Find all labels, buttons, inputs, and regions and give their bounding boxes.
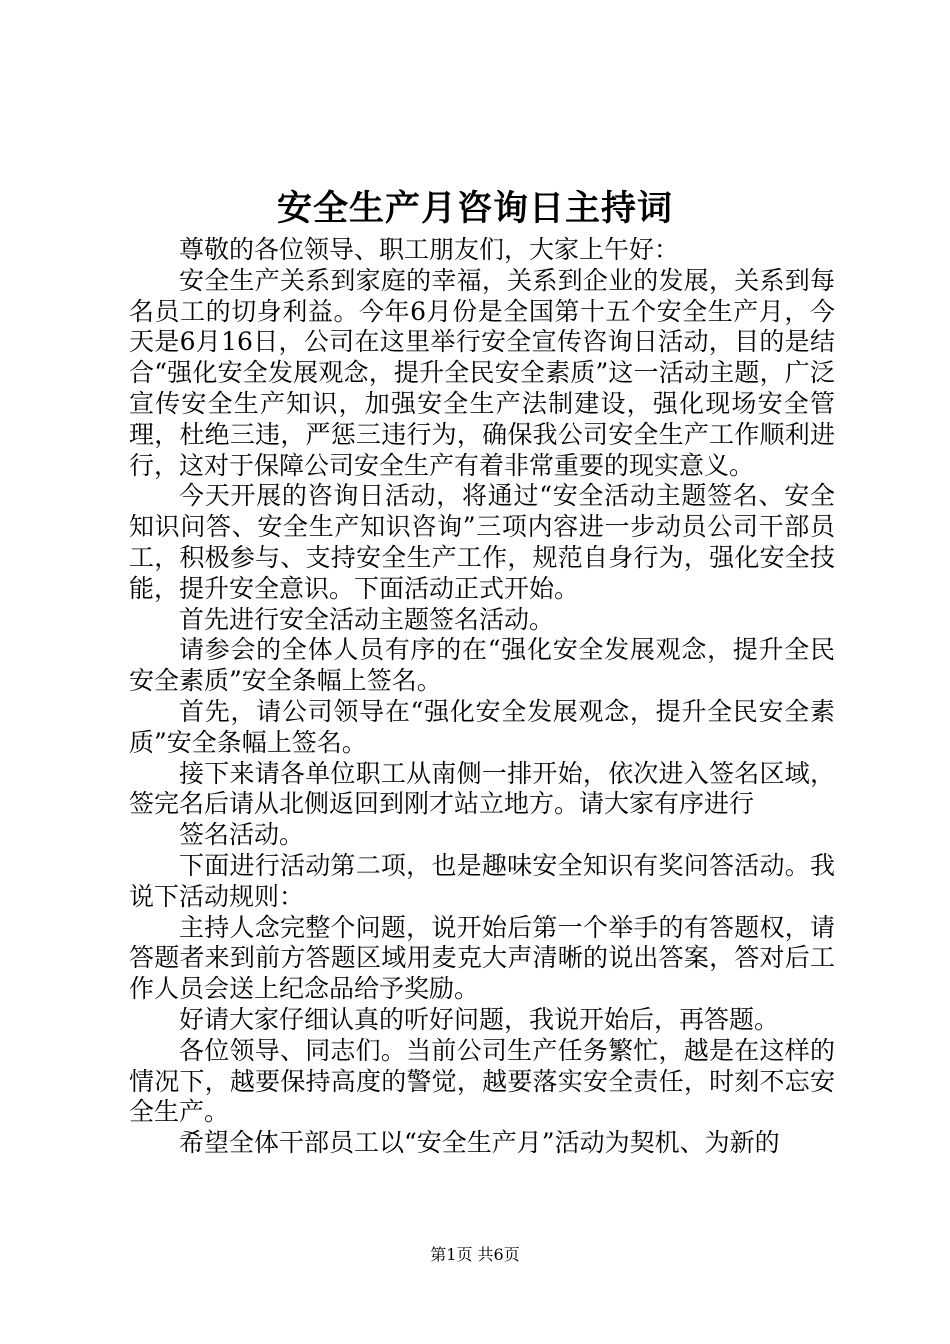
paragraph: 接下来请各单位职工从南侧一排开始，依次进入签名区域，签完名后请从北侧返回到刚才站立地方。请大家有序进行 — [129, 758, 835, 819]
document-body — [129, 235, 835, 1159]
document-title: 安全生产月咨询日主持词 — [276, 188, 673, 229]
paragraph: 请参会的全体人员有序的在“强化安全发展观念，提升全民安全素质”安全条幅上签名。 — [129, 635, 835, 696]
paragraph: 安全生产关系到家庭的幸福，关系到企业的发展，关系到每名员工的切身利益。今年6月份是全国第十五个安全生产月，今天是6月16日，公司在这里举行安全宣传咨询日活动，目的是结合“强化安全发展观念，提升全民安全素质”这一活动主题，广泛宣传安全生产知识，加强安全生产法制建设，强化现场安全管理，杜绝三违，严惩三违行为，确保我公司安全生产工作顺利进行，这对于保障公司安全生产有着非常重要的现实意义。 — [129, 265, 835, 480]
paragraph: 首先进行安全活动主题签名活动。 — [179, 604, 555, 634]
paragraph: 好请大家仔细认真的听好问题，我说开始后，再答题。 — [179, 1004, 780, 1034]
page-number-footer: 第1页 共6页 — [430, 1245, 520, 1264]
paragraph: 主持人念完整个问题，说开始后第一个举手的有答题权，请答题者来到前方答题区域用麦克大声清晰的说出答案，答对后工作人员会送上纪念品给予奖励。 — [129, 912, 835, 1004]
paragraph: 下面进行活动第二项，也是趣味安全知识有奖问答活动。我说下活动规则： — [129, 850, 835, 911]
paragraph: 希望全体干部员工以“安全生产月”活动为契机、为新的 — [179, 1128, 780, 1158]
paragraph: 今天开展的咨询日活动，将通过“安全活动主题签名、安全知识问答、安全生产知识咨询”三项内容进一步动员公司干部员工，积极参与、支持安全生产工作，规范自身行为，强化安全技能，提升安全意识。下面活动正式开始。 — [129, 481, 835, 603]
paragraph-greeting: 尊敬的各位领导、职工朋友们，大家上午好： — [179, 235, 680, 264]
paragraph: 首先，请公司领导在“强化安全发展观念，提升全民安全素质”安全条幅上签名。 — [129, 696, 835, 757]
paragraph: 各位领导、同志们。当前公司生产任务繁忙，越是在这样的情况下，越要保持高度的警觉，越要落实安全责任，时刻不忘安全生产。 — [129, 1035, 835, 1127]
paragraph: 签名活动。 — [179, 820, 305, 850]
